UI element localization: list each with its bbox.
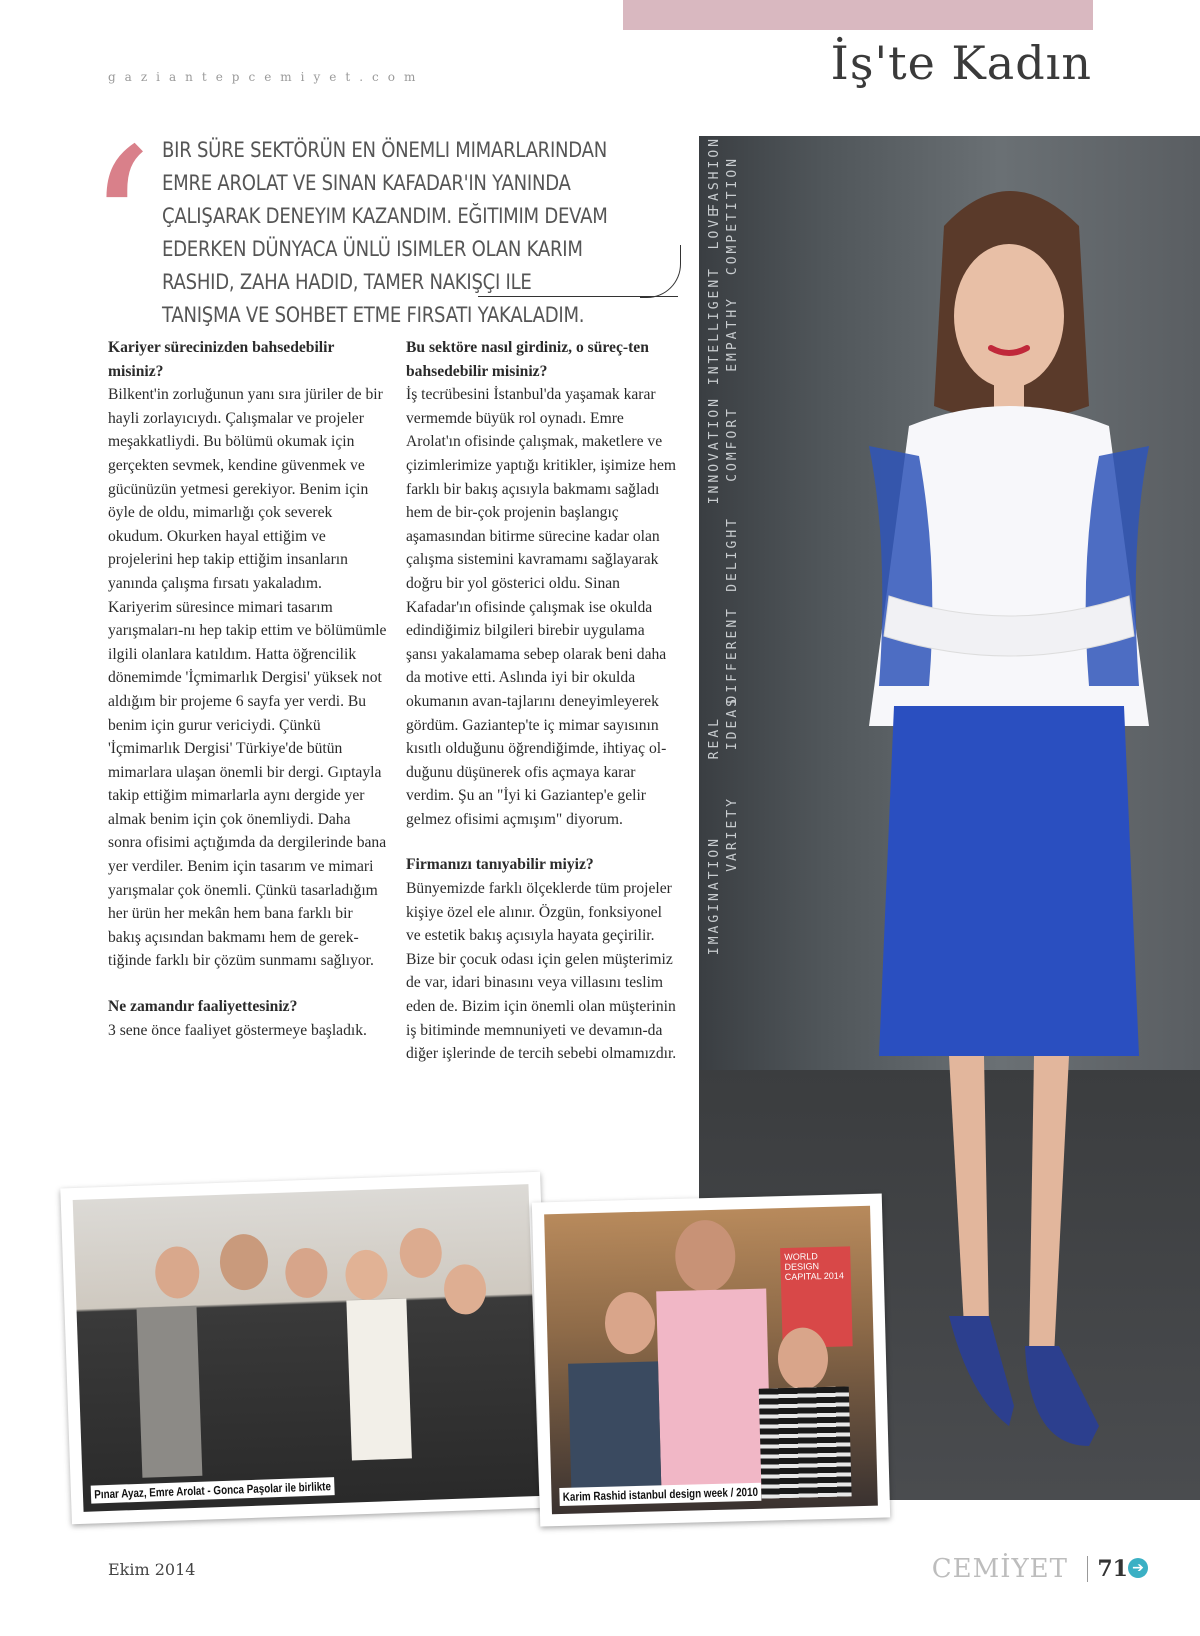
magazine-brand: CEMİYET bbox=[931, 1554, 1068, 1584]
next-page-arrow-icon[interactable]: ➔ bbox=[1128, 1558, 1148, 1578]
pullquote-text: BIR SÜRE SEKTÖRÜN EN ÖNEMLI MIMARLARINDAN EMRE AROLAT VE SINAN KAFADAR'IN YANINDA ÇALIŞARAK DENEYIM KAZANDIM. EĞITIMIM DEVAM EDERKEN DÜNYACA ÜNLÜ ISIMLER OLAN KARIM RASHID, ZAHA HADID, TAMER NAKIŞÇI ILE TANIŞMA VE SOHBET ETME FIRSATI YAKALADIM. bbox=[162, 138, 608, 327]
section-title: İş'te Kadın bbox=[830, 36, 1092, 90]
glass-word: INNOVATION bbox=[707, 396, 722, 505]
pullquote-curve bbox=[640, 245, 681, 298]
rashid-photo-card bbox=[532, 1193, 890, 1526]
design-capital-banner: WORLD DESIGN CAPITAL 2014 bbox=[780, 1246, 853, 1348]
glass-word: IDEAS bbox=[725, 696, 740, 751]
glass-word: INTELLIGENT bbox=[707, 266, 722, 386]
question-heading: Firmanızı tanıyabilir miyiz? bbox=[406, 856, 594, 874]
answer-paragraph: 3 sene önce faaliyet göstermeye başladık. bbox=[108, 1021, 367, 1039]
glass-word: EMPATHY bbox=[725, 296, 740, 372]
quote-mark-icon: ‘ bbox=[84, 102, 154, 358]
page-number: 71 bbox=[1097, 1556, 1128, 1582]
article-column-1 bbox=[108, 336, 388, 1064]
glass-word: IMAGINATION bbox=[707, 836, 722, 956]
glass-word: FASHION bbox=[707, 136, 722, 212]
glass-word: DIFFERENT bbox=[725, 606, 740, 704]
group-photo bbox=[73, 1184, 540, 1512]
question-heading: Bu sektöre nasıl girdiniz, o süreç-ten bahsedebilir misiniz? bbox=[406, 339, 649, 380]
woman-figure bbox=[849, 166, 1169, 1466]
site-url: gaziantepcemiyet.com bbox=[108, 70, 425, 84]
question-heading: Kariyer sürecinizden bahsedebilir misiniz? bbox=[108, 339, 335, 380]
footer-separator bbox=[1087, 1556, 1088, 1582]
answer-paragraph: Bünyemizde farklı ölçeklerde tüm projeler kişiye özel ele alınır. Özgün, fonksiyonel ve estetik bakış açısıyla hayata geçirilir. Bize bir çocuk odası için gelen müşterimiz de var, idari binasını veya villasını teslim eden de. Bizim için önemli olan müşterinin iş bitiminde memnuniyeti ve devamın-da diğer işlerinde de tercih sebebi olmamızdır. bbox=[406, 880, 677, 1063]
glass-word: LOVE bbox=[707, 206, 722, 250]
answer-paragraph: İş tecrübesini İstanbul'da yaşamak karar vermemde büyük rol oynadı. Emre Arolat'ın ofisinde çalışmak, maketlere ve çizimlerimize yaptığı kritikler, işimize hem farklı bir bakış açısıyla bakmamı sağladı hem de bir-çok projenin başlangıç aşamasından bitirme sürecine kadar olan çalışma sistemini kavramamı sağlayarak doğru bir yol gösterici oldu. Sinan Kafadar'ın ofisinde çalışmak ise okulda edindiğimiz bilgileri birebir uygulama şansı yakalamama sebep olarak beni daha da motive etti. Aslında iyi bir okulda okumanın avan-tajlarını deneyimleyerek gördüm. Gaziantep'te iç mimar sayısının kısıtlı olduğunu öğrendiğimde, ihtiyaç ol-duğunu düşünerek ofis açmaya karar verdim. Şu an "İyi ki Gaziantep'e gelir gelmez ofisimi açmışım" diyorum. bbox=[406, 386, 677, 828]
group-photo-caption: Pınar Ayaz, Emre Arolat - Gonca Paşolar ile birlikte bbox=[91, 1477, 335, 1503]
top-color-bar bbox=[623, 0, 1093, 30]
glass-word: VARIETY bbox=[725, 796, 740, 872]
glass-word: REAL bbox=[707, 716, 722, 760]
glass-word: COMPETITION bbox=[725, 156, 740, 276]
answer-paragraph: Bilkent'in zorluğunun yanı sıra jüriler de bir hayli zorlayıcıydı. Çalışmalar ve projeler meşakkatliydi. Bu bölümü okumak için gerçekten sevmek, kendine güvenmek ve gücünüzün yetmesi gerekiyor. Benim için öyle de oldu, mimarlığı çok severek okudum. Okurken hayal ettiğim ve projelerini hep takip ettiğim insanların yanında çalışma fırsatı yakaladım. Kariyerim süresince mimari tasarım yarışmaları-nı hep takip ettim ve bölümümle ilgili olanlara katıldım. Hatta öğrencilik dönemimde 'İçmimarlık Dergisi' yüksek not aldığım bir projeme 6 sayfa yer verdi. Bu benim için gurur vericiydi. Çünkü 'İçmimarlık Dergisi' Türkiye'de bütün mimarlara ulaşan önemli bir dergi. Gıptayla takip ettiğim mimarlarla aynı dergide yer almak benim için çok önemliydi. Daha sonra ofisimi açtığımda da dergilerinde bana yer verdiler. Benim için tasarım ve mimari yarışmalar çok önemli. Çünkü tasarladığım her ürün her mekân hem bana farklı bir bakış açısından bakmamı hem de gerek-tiğinde farklı bir çözüm sunmamı sağlıyor. bbox=[108, 386, 387, 970]
rashid-photo bbox=[544, 1206, 878, 1514]
question-heading: Ne zamandır faaliyettesiniz? bbox=[108, 998, 298, 1016]
glass-word: DELIGHT bbox=[725, 516, 740, 592]
glass-word: COMFORT bbox=[725, 406, 740, 482]
rashid-photo-caption: Karim Rashid istanbul design week / 2010 bbox=[559, 1483, 761, 1506]
article-column-2 bbox=[406, 336, 678, 1088]
group-photo-card bbox=[60, 1172, 551, 1525]
issue-date: Ekim 2014 bbox=[108, 1560, 196, 1579]
